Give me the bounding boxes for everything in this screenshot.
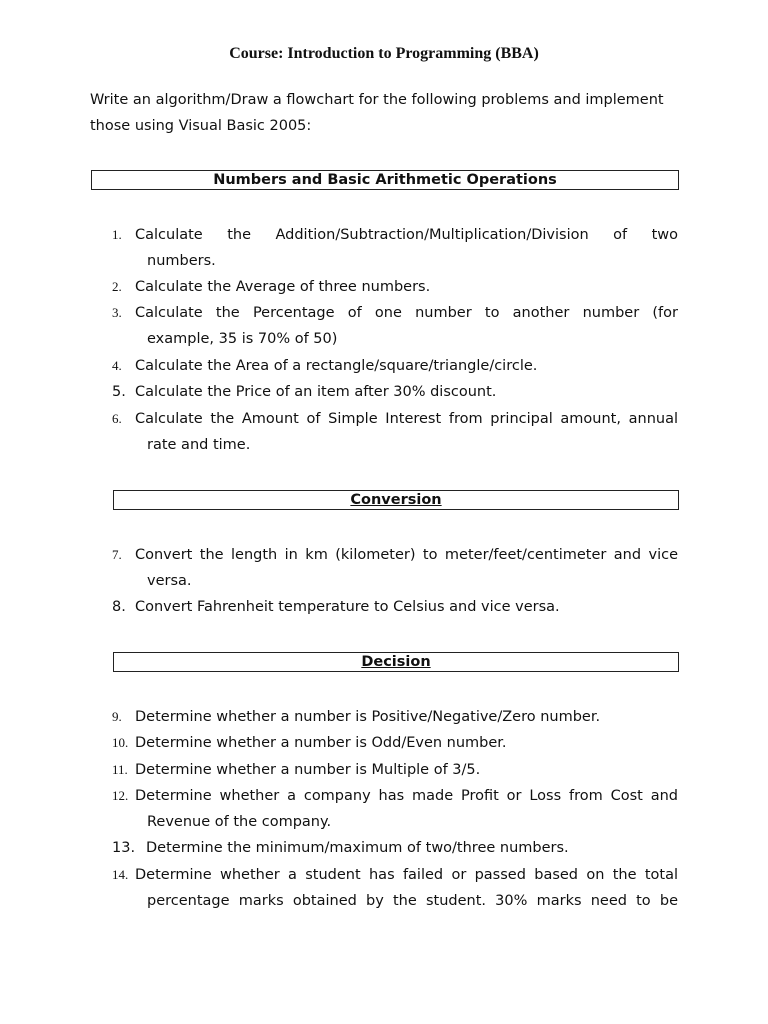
item-number: 8. — [112, 599, 126, 615]
list-item — [112, 704, 678, 730]
item-text: Calculate the Average of three numbers. — [135, 279, 431, 295]
course-title: Course: Introduction to Programming (BBA) — [229, 45, 539, 62]
list-item — [112, 730, 678, 756]
item-text-continued: Revenue of the company. — [147, 814, 332, 830]
item-number: 7. — [112, 547, 122, 562]
item-text: Determine whether a student has failed or passed based on the total — [135, 867, 678, 883]
item-text: Convert the length in km (kilometer) to meter/feet/centimeter and vice — [135, 547, 678, 563]
list-item — [112, 757, 678, 783]
list-item — [112, 835, 678, 861]
item-number: 6. — [112, 411, 122, 426]
list-item — [112, 379, 678, 405]
list-item — [112, 783, 678, 835]
section-heading-conversion: Conversion — [113, 490, 679, 510]
item-text: Calculate the Price of an item after 30% discount. — [135, 384, 497, 400]
item-text-continued: example, 35 is 70% of 50) — [147, 331, 338, 347]
item-number: 1. — [112, 227, 122, 242]
item-text-continued: rate and time. — [147, 437, 251, 453]
item-number: 3. — [112, 305, 122, 320]
item-text: Convert Fahrenheit temperature to Celsius and vice versa. — [135, 599, 560, 615]
section-heading-arithmetic: Numbers and Basic Arithmetic Operations — [91, 170, 679, 190]
item-text: Calculate the Area of a rectangle/square/triangle/circle. — [135, 358, 538, 374]
item-text: Calculate the Percentage of one number to another number (for — [135, 305, 678, 321]
item-text: Determine whether a number is Odd/Even number. — [135, 735, 507, 751]
item-number: 9. — [112, 709, 122, 724]
item-number: 2. — [112, 279, 122, 294]
item-text: Determine the minimum/maximum of two/three numbers. — [146, 840, 569, 856]
list-item — [112, 406, 678, 458]
section-heading-decision: Decision — [113, 652, 679, 672]
item-text: Determine whether a number is Multiple of 3/5. — [135, 762, 481, 778]
item-text-continued: numbers. — [147, 253, 216, 269]
item-text: Calculate the Addition/Subtraction/Multiplication/Division of two — [135, 227, 678, 243]
item-text: Determine whether a company has made Profit or Loss from Cost and — [135, 788, 678, 804]
item-number: 11. — [112, 762, 128, 777]
list-item — [112, 300, 678, 352]
item-text-continued: percentage marks obtained by the student. 30% marks need to be — [147, 893, 678, 909]
list-item — [112, 274, 678, 300]
item-number: 10. — [112, 735, 129, 750]
item-number: 5. — [112, 384, 126, 400]
item-number: 12. — [112, 788, 129, 803]
item-number: 14. — [112, 867, 129, 882]
item-number: 13. — [112, 840, 136, 856]
list-item — [112, 862, 678, 914]
list-item — [112, 542, 678, 594]
list-item — [112, 594, 678, 620]
list-item — [112, 353, 678, 379]
intro-paragraph: Write an algorithm/Draw a flowchart for the following problems and implement those using Visual Basic 2005: — [90, 92, 664, 134]
item-text: Determine whether a number is Positive/Negative/Zero number. — [135, 709, 601, 725]
item-number: 4. — [112, 358, 122, 373]
item-text: Calculate the Amount of Simple Interest from principal amount, annual — [135, 411, 678, 427]
item-text-continued: versa. — [147, 573, 192, 589]
list-item — [112, 222, 678, 274]
